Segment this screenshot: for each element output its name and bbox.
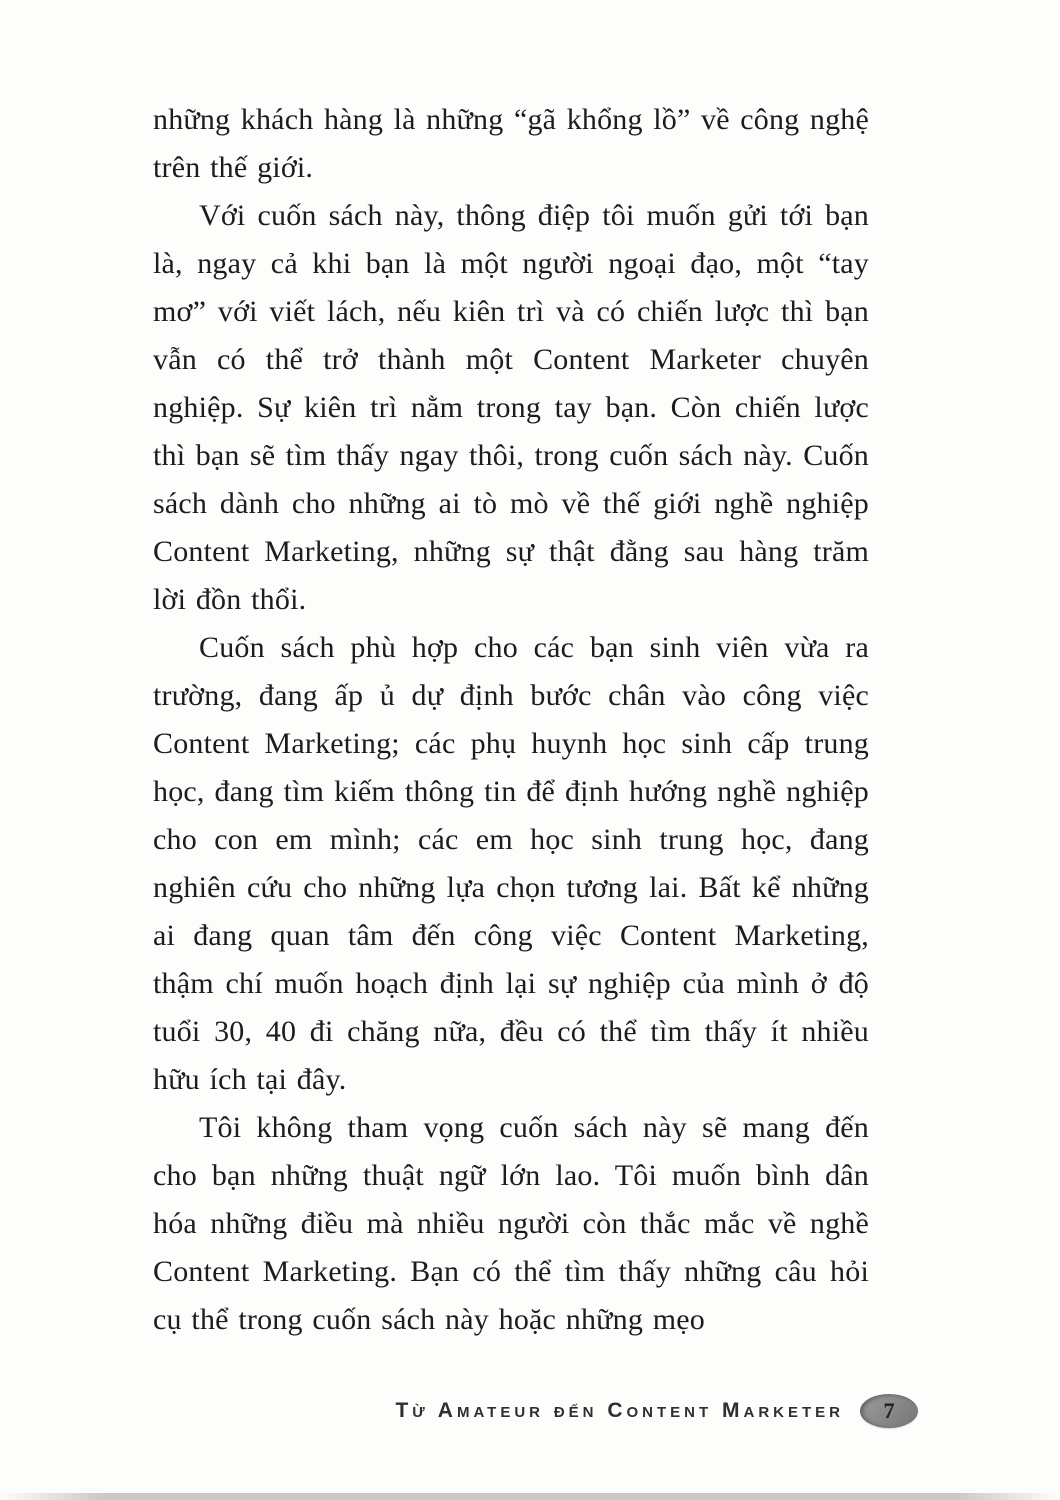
page-bottom-edge (0, 1493, 1060, 1500)
paragraph-continuation: những khách hàng là những “gã khổng lồ” về công nghệ trên thế giới. (153, 103, 869, 184)
paragraph: Tôi không tham vọng cuốn sách này sẽ mang đến cho bạn những thuật ngữ lớn lao. Tôi muốn bình dân hóa những điều mà nhiều người còn thắc mắc về nghề Content Marketing. Bạn có thể tìm thấy những câu hỏi cụ thể trong cuốn sách này hoặc những mẹo (153, 1111, 869, 1336)
page-number: 7 (883, 1398, 895, 1423)
page-footer (395, 1394, 918, 1428)
paragraph: Với cuốn sách này, thông điệp tôi muốn gửi tới bạn là, ngay cả khi bạn là một người ngoại đạo, một “tay mơ” với viết lách, nếu kiên trì và có chiến lược thì bạn vẫn có thể trở thành một Content Marketer chuyên nghiệp. Sự kiên trì nằm trong tay bạn. Còn chiến lược thì bạn sẽ tìm thấy ngay thôi, trong cuốn sách này. Cuốn sách dành cho những ai tò mò về thế giới nghề nghiệp Content Marketing, những sự thật đằng sau hàng trăm lời đồn thổi. (153, 199, 869, 616)
paragraph: Cuốn sách phù hợp cho các bạn sinh viên vừa ra trường, đang ấp ủ dự định bước chân vào công việc Content Marketing; các phụ huynh học sinh cấp trung học, đang tìm kiếm thông tin để định hướng nghề nghiệp cho con em mình; các em học sinh trung học, đang nghiên cứu cho những lựa chọn tương lai. Bất kể những ai đang quan tâm đến công việc Content Marketing, thậm chí muốn hoạch định lại sự nghiệp của mình ở độ tuổi 30, 40 đi chăng nữa, đều có thể tìm thấy ít nhiều hữu ích tại đây. (153, 631, 869, 1096)
running-title: Từ Amateur đến Content Marketer (395, 1399, 844, 1422)
page-number-badge (860, 1394, 918, 1428)
body-text (153, 96, 869, 1344)
